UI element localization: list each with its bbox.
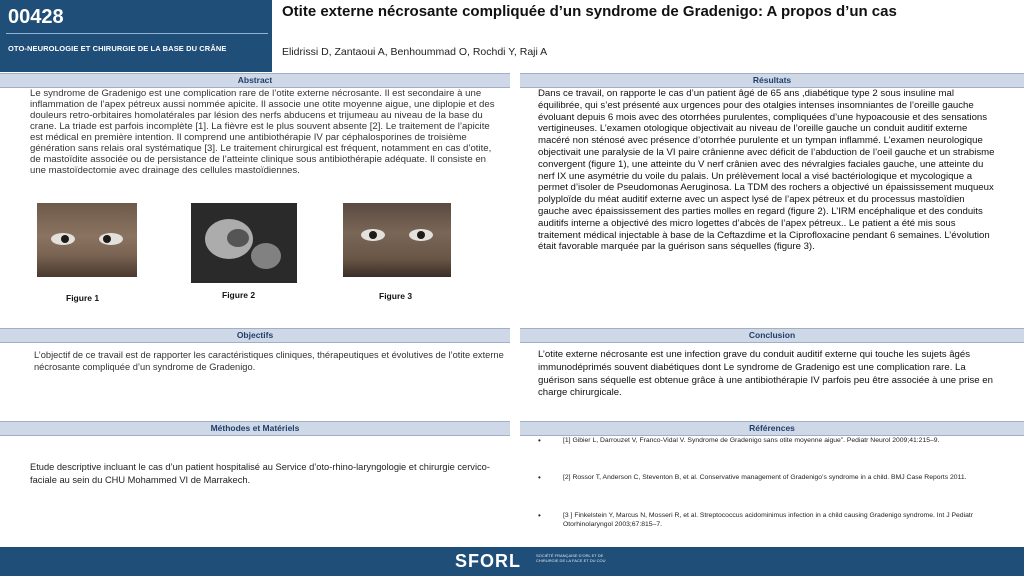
- figure-1-caption: Figure 1: [66, 293, 100, 303]
- poster-id-panel: [0, 0, 272, 72]
- pupil-left-shape: [61, 235, 69, 243]
- abstract-text: Le syndrome de Gradenigo est une complication rare de l’otite externe nécrosante. Il est secondaire à une inflammation de l’apex pétreux aussi nommée apicite. Il associe une otite moyenne aigue, une diplopie et des douleurs retro-orbitaires homolatérales par lésion des nerfs abducens et trijumeau au niveau de la base du crane. La triade est parfois incomplète [1]. La fièvre est le plus souvent absente [2]. Le traitement de l’apicite est médical en première intention. Il comprend une antibiothérapie IV par céphalosporines de troisième génération sans relais oral systématique [3]. Le traitement chirurgical est fréquent, notamment en cas d’otite, de mastoïdite associée ou de persistance de l’atteinte clinique sous antibiothérapie adéquate. Il consiste en une mastoïdectomie avec drainage des cellules mastoïdiennes.: [30, 88, 495, 176]
- ct-mastoid-shape: [251, 243, 281, 269]
- reference-item: • [2] Rossor T, Anderson C, Steventon B, et al. Conservative management of Gradenigo’s syndrome in a child. BMJ Case Reports 2011.: [538, 474, 998, 483]
- poster-number: 00428: [8, 6, 64, 28]
- abstract-heading: Abstract: [0, 73, 510, 88]
- figure-3-image: [343, 203, 451, 277]
- conclusion-heading: Conclusion: [520, 328, 1024, 343]
- resultats-heading: Résultats: [520, 73, 1024, 88]
- pupil-left-shape: [369, 231, 377, 239]
- poster-category: OTO-NEUROLOGIE ET CHIRURGIE DE LA BASE DU CRÂNE: [8, 44, 227, 53]
- sforl-logo: SFORL: [455, 551, 521, 571]
- reference-item: • [3 ] Finkelstein Y, Marcus N, Mosseri R, et al. Streptococcus acidominimus infection in a child causing Gradenigo syndrome. Int J Pediatr Otorhinolaryngol 2003;67:815–7.: [538, 512, 998, 529]
- pupil-right-shape: [417, 231, 425, 239]
- references-heading: Références: [520, 421, 1024, 436]
- figure-2-caption: Figure 2: [222, 290, 256, 300]
- methodes-heading: Méthodes et Matériels: [0, 421, 510, 436]
- methodes-text: Etude descriptive incluant le cas d’un patient hospitalisé au Service d’oto-rhino-laryngologie et chirurgie cervico-faciale au sein du CHU Mohammed VI de Marrakech.: [30, 462, 490, 485]
- poster-authors: Elidrissi D, Zantaoui A, Benhoummad O, Rochdi Y, Raji A: [282, 46, 548, 58]
- figure-3-caption: Figure 3: [379, 291, 413, 301]
- sforl-logo-subtitle: SOCIÉTÉ FRANÇAISE D’ORL ET DE CHIRURGIE DE LA FACE ET DU COU: [536, 553, 606, 563]
- conclusion-text: L’otite externe nécrosante est une infection grave du conduit auditif externe qui touche les sujets âgés immunodéprimés souvent diabétiques dont Le syndrome de Gradenigo est une complication rare. La guérison sans séquelle est obtenue grâce à une antibiothérapie IV parfois peu être associée à une prise en charge chirurgicale.: [538, 349, 993, 399]
- ct-lesion-shape: [227, 229, 249, 247]
- objectifs-text: L’objectif de ce travail est de rapporter les caractéristiques cliniques, thérapeutiques et évolutives de l’otite externe nécrosante compliquée d’un syndrome de Gradenigo.: [34, 350, 504, 372]
- poster-title: Otite externe nécrosante compliquée d’un syndrome de Gradenigo: A propos d’un cas: [282, 3, 897, 20]
- reference-item: • [1] Gibier L, Darrouzet V, Franco-Vidal V. Syndrome de Gradenigo sans otite moyenne aigue”. Pediatr Neurol 2009;41:215–9.: [538, 437, 998, 446]
- resultats-text: Dans ce travail, on rapporte le cas d’un patient âgé de 65 ans ,diabétique type 2 sous insuline mal équilibrée, qui s’est présenté aux urgences pour des otalgies intenses insomniantes de l’oreille gauche évoluant depuis 6 mois avec des otorrhées purulentes, compliquées d’une hypoacousie et des sensations vertigineuses. L’examen otologique objectivait au niveau de l’oreille gauche un conduit auditif externe macéré non sténosé avec présence d’otorrhée purulente et un tympan inflammé. L’examen neurologique objectivait une paralysie de la VI paire crânienne avec déficit de l’abduction de l’oeil gauche et un strabisme convergent (figure 1), une atteinte du V nerf crânien avec des névralgies faciales gauche, une atteinte du nerf IX une asymétrie du voile du palais. Un prélèvement local a visé bactériologique et mycologique a permet d’isoler de Pseudomonas Aeruginosa. La TDM des rochers a objectivé un épaississement muqueux polyploïde du méat auditif externe avec un aspect lysé de l’apex pétreux et du processus mastoïdien gauche avec épaississement des parties molles en regard (figure 2). L’IRM encéphalique et des conduits auditifs interne a objectivé des micro logettes d’abcès de l’apex pétreux.. Le patient a été mis sous traitement médical injectable à base de la Ceftazdime et la Ciprofloxacine pendant 6 semaines. L’évolution était favorable marquée par la guérison sans séquelles (figure 3).: [538, 88, 995, 253]
- references-list: [538, 437, 998, 529]
- header-divider: [6, 33, 268, 34]
- figure-1-image: [37, 203, 137, 277]
- footer-bar: [0, 547, 1024, 576]
- figure-2-image: [191, 203, 297, 283]
- objectifs-heading: Objectifs: [0, 328, 510, 343]
- pupil-right-shape: [103, 235, 111, 243]
